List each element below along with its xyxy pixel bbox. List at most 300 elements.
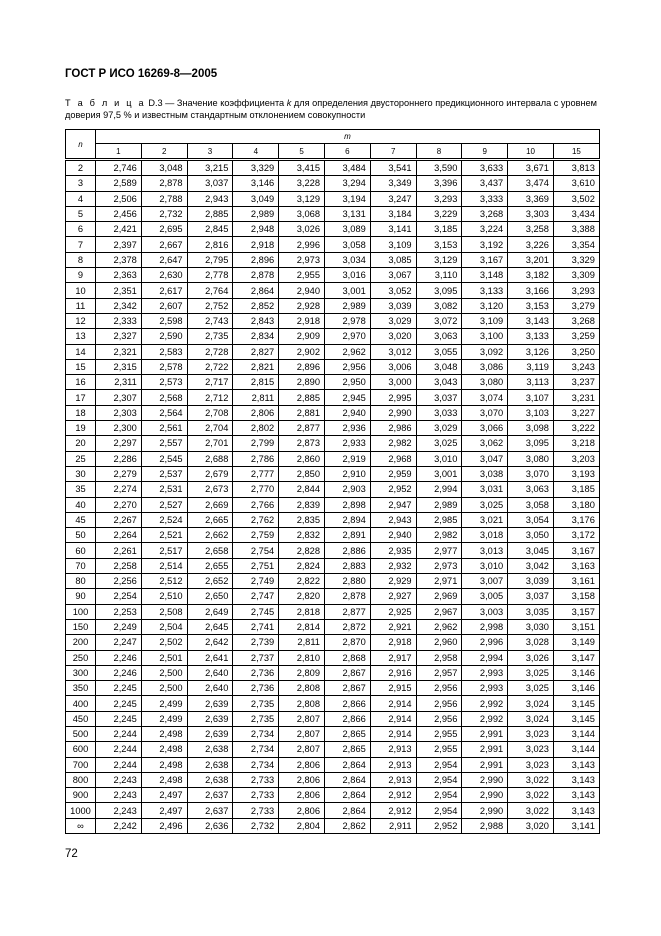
value-cell: 2,321 bbox=[96, 344, 142, 359]
value-cell: 2,590 bbox=[141, 329, 187, 344]
value-cell: 2,864 bbox=[324, 788, 370, 803]
value-cell: 2,564 bbox=[141, 405, 187, 420]
value-cell: 3,141 bbox=[553, 818, 599, 833]
value-cell: 3,095 bbox=[508, 436, 554, 451]
column-header: 2 bbox=[141, 144, 187, 160]
value-cell: 3,396 bbox=[416, 176, 462, 191]
row-n-cell: 14 bbox=[66, 344, 96, 359]
row-n-cell: 10 bbox=[66, 283, 96, 298]
value-cell: 2,865 bbox=[324, 742, 370, 757]
value-cell: 3,243 bbox=[553, 359, 599, 374]
value-cell: 3,354 bbox=[553, 237, 599, 252]
row-header-n: n bbox=[66, 130, 96, 160]
value-cell: 3,070 bbox=[462, 405, 508, 420]
value-cell: 2,669 bbox=[187, 497, 233, 512]
value-cell: 3,120 bbox=[462, 298, 508, 313]
value-cell: 2,421 bbox=[96, 222, 142, 237]
value-cell: 2,652 bbox=[187, 574, 233, 589]
value-cell: 3,228 bbox=[279, 176, 325, 191]
value-cell: 3,025 bbox=[508, 681, 554, 696]
row-n-cell: 11 bbox=[66, 298, 96, 313]
table-row bbox=[66, 390, 600, 405]
value-cell: 2,885 bbox=[279, 390, 325, 405]
value-cell: 2,839 bbox=[279, 497, 325, 512]
value-cell: 3,349 bbox=[370, 176, 416, 191]
value-cell: 2,955 bbox=[416, 726, 462, 741]
value-cell: 2,498 bbox=[141, 726, 187, 741]
value-cell: 2,954 bbox=[416, 757, 462, 772]
value-cell: 2,673 bbox=[187, 482, 233, 497]
value-cell: 2,940 bbox=[370, 528, 416, 543]
value-cell: 2,762 bbox=[233, 512, 279, 527]
value-cell: 3,037 bbox=[187, 176, 233, 191]
value-cell: 2,969 bbox=[416, 589, 462, 604]
value-cell: 3,022 bbox=[508, 788, 554, 803]
value-cell: 3,161 bbox=[553, 574, 599, 589]
row-n-cell: 6 bbox=[66, 222, 96, 237]
value-cell: 2,777 bbox=[233, 466, 279, 481]
value-cell: 2,637 bbox=[187, 803, 233, 818]
value-cell: 3,279 bbox=[553, 298, 599, 313]
value-cell: 3,126 bbox=[508, 344, 554, 359]
table-row bbox=[66, 497, 600, 512]
value-cell: 2,989 bbox=[416, 497, 462, 512]
value-cell: 2,736 bbox=[233, 681, 279, 696]
value-cell: 2,508 bbox=[141, 604, 187, 619]
value-cell: 3,058 bbox=[324, 237, 370, 252]
value-cell: 2,814 bbox=[279, 619, 325, 634]
value-cell: 3,055 bbox=[416, 344, 462, 359]
value-cell: 3,043 bbox=[416, 375, 462, 390]
value-cell: 2,933 bbox=[324, 436, 370, 451]
value-cell: 2,747 bbox=[233, 589, 279, 604]
value-cell: 2,749 bbox=[233, 574, 279, 589]
value-cell: 2,704 bbox=[187, 421, 233, 436]
table-row bbox=[66, 665, 600, 680]
value-cell: 3,020 bbox=[508, 818, 554, 833]
value-cell: 2,688 bbox=[187, 451, 233, 466]
value-cell: 2,786 bbox=[233, 451, 279, 466]
value-cell: 2,873 bbox=[279, 436, 325, 451]
value-cell: 2,898 bbox=[324, 497, 370, 512]
row-n-cell: 400 bbox=[66, 696, 96, 711]
row-n-cell: 16 bbox=[66, 375, 96, 390]
value-cell: 3,028 bbox=[508, 635, 554, 650]
column-header: 3 bbox=[187, 144, 233, 160]
value-cell: 3,049 bbox=[233, 191, 279, 206]
value-cell: 2,811 bbox=[233, 390, 279, 405]
row-n-cell: 300 bbox=[66, 665, 96, 680]
value-cell: 2,835 bbox=[279, 512, 325, 527]
row-n-cell: 2 bbox=[66, 160, 96, 176]
value-cell: 3,218 bbox=[553, 436, 599, 451]
row-n-cell: 70 bbox=[66, 558, 96, 573]
value-cell: 2,650 bbox=[187, 589, 233, 604]
value-cell: 3,048 bbox=[141, 160, 187, 176]
value-cell: 2,867 bbox=[324, 665, 370, 680]
value-cell: 2,808 bbox=[279, 681, 325, 696]
value-cell: 2,258 bbox=[96, 558, 142, 573]
table-row bbox=[66, 359, 600, 374]
value-cell: 3,192 bbox=[462, 237, 508, 252]
value-cell: 3,033 bbox=[416, 405, 462, 420]
row-n-cell: ∞ bbox=[66, 818, 96, 833]
value-cell: 2,638 bbox=[187, 772, 233, 787]
value-cell: 3,037 bbox=[416, 390, 462, 405]
value-cell: 2,996 bbox=[279, 237, 325, 252]
row-n-cell: 250 bbox=[66, 650, 96, 665]
value-cell: 2,303 bbox=[96, 405, 142, 420]
table-row bbox=[66, 268, 600, 283]
value-cell: 2,957 bbox=[416, 665, 462, 680]
caption-k-symbol: k bbox=[286, 98, 292, 108]
value-cell: 3,023 bbox=[508, 742, 554, 757]
value-cell: 2,649 bbox=[187, 604, 233, 619]
row-n-cell: 25 bbox=[66, 451, 96, 466]
value-cell: 2,954 bbox=[416, 772, 462, 787]
value-cell: 3,167 bbox=[462, 252, 508, 267]
table-row bbox=[66, 619, 600, 634]
value-cell: 3,067 bbox=[370, 268, 416, 283]
value-cell: 2,311 bbox=[96, 375, 142, 390]
value-cell: 3,145 bbox=[553, 696, 599, 711]
column-header: 10 bbox=[508, 144, 554, 160]
value-cell: 2,860 bbox=[279, 451, 325, 466]
value-cell: 3,250 bbox=[553, 344, 599, 359]
value-cell: 3,023 bbox=[508, 757, 554, 772]
value-cell: 2,679 bbox=[187, 466, 233, 481]
value-cell: 2,862 bbox=[324, 818, 370, 833]
row-n-cell: 17 bbox=[66, 390, 96, 405]
value-cell: 2,658 bbox=[187, 543, 233, 558]
value-cell: 2,247 bbox=[96, 635, 142, 650]
value-cell: 2,537 bbox=[141, 466, 187, 481]
value-cell: 3,215 bbox=[187, 160, 233, 176]
value-cell: 3,045 bbox=[508, 543, 554, 558]
value-cell: 3,671 bbox=[508, 160, 554, 176]
value-cell: 2,701 bbox=[187, 436, 233, 451]
value-cell: 2,778 bbox=[187, 268, 233, 283]
value-cell: 2,995 bbox=[370, 390, 416, 405]
coefficient-table bbox=[65, 129, 600, 834]
value-cell: 2,967 bbox=[416, 604, 462, 619]
value-cell: 2,973 bbox=[279, 252, 325, 267]
value-cell: 2,735 bbox=[233, 711, 279, 726]
value-cell: 3,007 bbox=[462, 574, 508, 589]
value-cell: 3,129 bbox=[416, 252, 462, 267]
table-row bbox=[66, 313, 600, 328]
value-cell: 2,977 bbox=[416, 543, 462, 558]
row-n-cell: 35 bbox=[66, 482, 96, 497]
value-cell: 2,973 bbox=[416, 558, 462, 573]
value-cell: 3,129 bbox=[279, 191, 325, 206]
value-cell: 2,759 bbox=[233, 528, 279, 543]
value-cell: 2,665 bbox=[187, 512, 233, 527]
value-cell: 2,886 bbox=[324, 543, 370, 558]
value-cell: 3,141 bbox=[370, 222, 416, 237]
value-cell: 3,092 bbox=[462, 344, 508, 359]
value-cell: 2,243 bbox=[96, 803, 142, 818]
row-n-cell: 40 bbox=[66, 497, 96, 512]
row-n-cell: 200 bbox=[66, 635, 96, 650]
value-cell: 2,243 bbox=[96, 788, 142, 803]
value-cell: 2,641 bbox=[187, 650, 233, 665]
value-cell: 3,050 bbox=[508, 528, 554, 543]
column-header: 1 bbox=[96, 144, 142, 160]
value-cell: 3,003 bbox=[462, 604, 508, 619]
value-cell: 2,735 bbox=[187, 329, 233, 344]
row-n-cell: 9 bbox=[66, 268, 96, 283]
value-cell: 2,695 bbox=[141, 222, 187, 237]
value-cell: 2,297 bbox=[96, 436, 142, 451]
value-cell: 3,068 bbox=[279, 206, 325, 221]
table-row bbox=[66, 329, 600, 344]
row-n-cell: 50 bbox=[66, 528, 96, 543]
table-row bbox=[66, 298, 600, 313]
value-cell: 2,531 bbox=[141, 482, 187, 497]
value-cell: 3,224 bbox=[462, 222, 508, 237]
value-cell: 2,865 bbox=[324, 726, 370, 741]
value-cell: 3,333 bbox=[462, 191, 508, 206]
value-cell: 3,145 bbox=[553, 711, 599, 726]
table-row bbox=[66, 375, 600, 390]
value-cell: 2,891 bbox=[324, 528, 370, 543]
value-cell: 2,270 bbox=[96, 497, 142, 512]
value-cell: 2,985 bbox=[416, 512, 462, 527]
table-row bbox=[66, 421, 600, 436]
value-cell: 2,499 bbox=[141, 696, 187, 711]
table-row bbox=[66, 206, 600, 221]
column-header: 4 bbox=[233, 144, 279, 160]
value-cell: 2,989 bbox=[233, 206, 279, 221]
value-cell: 2,955 bbox=[416, 742, 462, 757]
table-row bbox=[66, 635, 600, 650]
value-cell: 2,717 bbox=[187, 375, 233, 390]
value-cell: 2,881 bbox=[279, 405, 325, 420]
value-cell: 2,811 bbox=[279, 635, 325, 650]
value-cell: 3,021 bbox=[462, 512, 508, 527]
value-cell: 2,992 bbox=[462, 711, 508, 726]
value-cell: 2,990 bbox=[462, 803, 508, 818]
value-cell: 2,397 bbox=[96, 237, 142, 252]
row-n-cell: 350 bbox=[66, 681, 96, 696]
value-cell: 2,828 bbox=[279, 543, 325, 558]
column-group-header-m: m bbox=[96, 130, 600, 144]
value-cell: 3,109 bbox=[370, 237, 416, 252]
value-cell: 3,166 bbox=[508, 283, 554, 298]
row-n-cell: 20 bbox=[66, 436, 96, 451]
value-cell: 2,822 bbox=[279, 574, 325, 589]
value-cell: 2,561 bbox=[141, 421, 187, 436]
value-cell: 3,063 bbox=[416, 329, 462, 344]
value-cell: 2,734 bbox=[233, 742, 279, 757]
value-cell: 3,039 bbox=[370, 298, 416, 313]
table-row bbox=[66, 788, 600, 803]
value-cell: 3,268 bbox=[553, 313, 599, 328]
column-header-row bbox=[66, 144, 600, 160]
value-cell: 2,956 bbox=[324, 359, 370, 374]
value-cell: 2,578 bbox=[141, 359, 187, 374]
value-cell: 2,912 bbox=[370, 788, 416, 803]
value-cell: 2,806 bbox=[279, 788, 325, 803]
value-cell: 2,573 bbox=[141, 375, 187, 390]
value-cell: 3,048 bbox=[416, 359, 462, 374]
value-cell: 3,185 bbox=[416, 222, 462, 237]
row-n-cell: 150 bbox=[66, 619, 96, 634]
value-cell: 3,434 bbox=[553, 206, 599, 221]
value-cell: 2,712 bbox=[187, 390, 233, 405]
table-row bbox=[66, 711, 600, 726]
value-cell: 3,153 bbox=[416, 237, 462, 252]
value-cell: 3,143 bbox=[553, 803, 599, 818]
value-cell: 3,149 bbox=[553, 635, 599, 650]
value-cell: 2,512 bbox=[141, 574, 187, 589]
value-cell: 2,864 bbox=[324, 757, 370, 772]
value-cell: 2,990 bbox=[462, 772, 508, 787]
value-cell: 2,824 bbox=[279, 558, 325, 573]
value-cell: 2,246 bbox=[96, 650, 142, 665]
value-cell: 2,521 bbox=[141, 528, 187, 543]
value-cell: 3,035 bbox=[508, 604, 554, 619]
value-cell: 2,994 bbox=[416, 482, 462, 497]
row-n-cell: 4 bbox=[66, 191, 96, 206]
value-cell: 2,955 bbox=[279, 268, 325, 283]
value-cell: 3,029 bbox=[370, 313, 416, 328]
value-cell: 2,919 bbox=[324, 451, 370, 466]
row-n-cell: 15 bbox=[66, 359, 96, 374]
row-n-cell: 13 bbox=[66, 329, 96, 344]
value-cell: 3,201 bbox=[508, 252, 554, 267]
value-cell: 2,645 bbox=[187, 619, 233, 634]
value-cell: 2,885 bbox=[187, 206, 233, 221]
value-cell: 2,497 bbox=[141, 803, 187, 818]
value-cell: 2,788 bbox=[141, 191, 187, 206]
value-cell: 2,945 bbox=[324, 390, 370, 405]
value-cell: 2,733 bbox=[233, 788, 279, 803]
value-cell: 3,610 bbox=[553, 176, 599, 191]
value-cell: 3,143 bbox=[553, 772, 599, 787]
value-cell: 2,991 bbox=[462, 726, 508, 741]
value-cell: 2,500 bbox=[141, 681, 187, 696]
value-cell: 2,733 bbox=[233, 772, 279, 787]
row-n-cell: 8 bbox=[66, 252, 96, 267]
value-cell: 3,030 bbox=[508, 619, 554, 634]
value-cell: 3,294 bbox=[324, 176, 370, 191]
value-cell: 2,818 bbox=[279, 604, 325, 619]
value-cell: 3,182 bbox=[508, 268, 554, 283]
value-cell: 2,960 bbox=[416, 635, 462, 650]
value-cell: 2,940 bbox=[324, 405, 370, 420]
value-cell: 3,229 bbox=[416, 206, 462, 221]
value-cell: 2,279 bbox=[96, 466, 142, 481]
value-cell: 2,640 bbox=[187, 665, 233, 680]
table-row bbox=[66, 283, 600, 298]
table-row bbox=[66, 818, 600, 833]
value-cell: 2,914 bbox=[370, 711, 416, 726]
value-cell: 3,502 bbox=[553, 191, 599, 206]
value-cell: 2,254 bbox=[96, 589, 142, 604]
value-cell: 2,896 bbox=[233, 252, 279, 267]
value-cell: 2,638 bbox=[187, 757, 233, 772]
value-cell: 2,734 bbox=[233, 757, 279, 772]
value-cell: 2,722 bbox=[187, 359, 233, 374]
value-cell: 2,647 bbox=[141, 252, 187, 267]
value-cell: 3,023 bbox=[508, 726, 554, 741]
column-header: 7 bbox=[370, 144, 416, 160]
value-cell: 2,363 bbox=[96, 268, 142, 283]
value-cell: 2,799 bbox=[233, 436, 279, 451]
value-cell: 2,910 bbox=[324, 466, 370, 481]
row-n-cell: 19 bbox=[66, 421, 96, 436]
value-cell: 2,925 bbox=[370, 604, 416, 619]
value-cell: 3,103 bbox=[508, 405, 554, 420]
value-cell: 2,456 bbox=[96, 206, 142, 221]
value-cell: 3,085 bbox=[370, 252, 416, 267]
value-cell: 3,437 bbox=[462, 176, 508, 191]
value-cell: 2,662 bbox=[187, 528, 233, 543]
value-cell: 3,098 bbox=[508, 421, 554, 436]
value-cell: 2,864 bbox=[324, 803, 370, 818]
value-cell: 3,010 bbox=[416, 451, 462, 466]
value-cell: 3,144 bbox=[553, 726, 599, 741]
value-cell: 3,062 bbox=[462, 436, 508, 451]
value-cell: 2,806 bbox=[279, 772, 325, 787]
value-cell: 2,500 bbox=[141, 665, 187, 680]
row-n-cell: 1000 bbox=[66, 803, 96, 818]
value-cell: 2,733 bbox=[233, 803, 279, 818]
value-cell: 3,146 bbox=[553, 681, 599, 696]
value-cell: 2,866 bbox=[324, 696, 370, 711]
row-n-cell: 900 bbox=[66, 788, 96, 803]
table-row bbox=[66, 512, 600, 527]
value-cell: 3,038 bbox=[462, 466, 508, 481]
value-cell: 2,998 bbox=[462, 619, 508, 634]
value-cell: 3,226 bbox=[508, 237, 554, 252]
value-cell: 2,909 bbox=[279, 329, 325, 344]
value-cell: 2,843 bbox=[233, 313, 279, 328]
value-cell: 2,545 bbox=[141, 451, 187, 466]
value-cell: 3,293 bbox=[553, 283, 599, 298]
row-n-cell: 30 bbox=[66, 466, 96, 481]
value-cell: 3,143 bbox=[553, 788, 599, 803]
value-cell: 3,329 bbox=[553, 252, 599, 267]
value-cell: 2,991 bbox=[462, 757, 508, 772]
value-cell: 2,642 bbox=[187, 635, 233, 650]
value-cell: 2,815 bbox=[233, 375, 279, 390]
value-cell: 2,870 bbox=[324, 635, 370, 650]
table-row bbox=[66, 696, 600, 711]
value-cell: 3,026 bbox=[508, 650, 554, 665]
value-cell: 2,918 bbox=[279, 313, 325, 328]
value-cell: 2,982 bbox=[370, 436, 416, 451]
value-cell: 3,259 bbox=[553, 329, 599, 344]
table-row bbox=[66, 160, 600, 176]
value-cell: 2,378 bbox=[96, 252, 142, 267]
value-cell: 2,917 bbox=[370, 650, 416, 665]
value-cell: 3,025 bbox=[462, 497, 508, 512]
value-cell: 3,037 bbox=[508, 589, 554, 604]
value-cell: 2,244 bbox=[96, 726, 142, 741]
value-cell: 2,636 bbox=[187, 818, 233, 833]
value-cell: 2,743 bbox=[187, 313, 233, 328]
value-cell: 3,303 bbox=[508, 206, 554, 221]
table-row bbox=[66, 772, 600, 787]
value-cell: 2,921 bbox=[370, 619, 416, 634]
value-cell: 2,734 bbox=[233, 726, 279, 741]
row-n-cell: 12 bbox=[66, 313, 96, 328]
value-cell: 2,809 bbox=[279, 665, 325, 680]
value-cell: 2,878 bbox=[141, 176, 187, 191]
